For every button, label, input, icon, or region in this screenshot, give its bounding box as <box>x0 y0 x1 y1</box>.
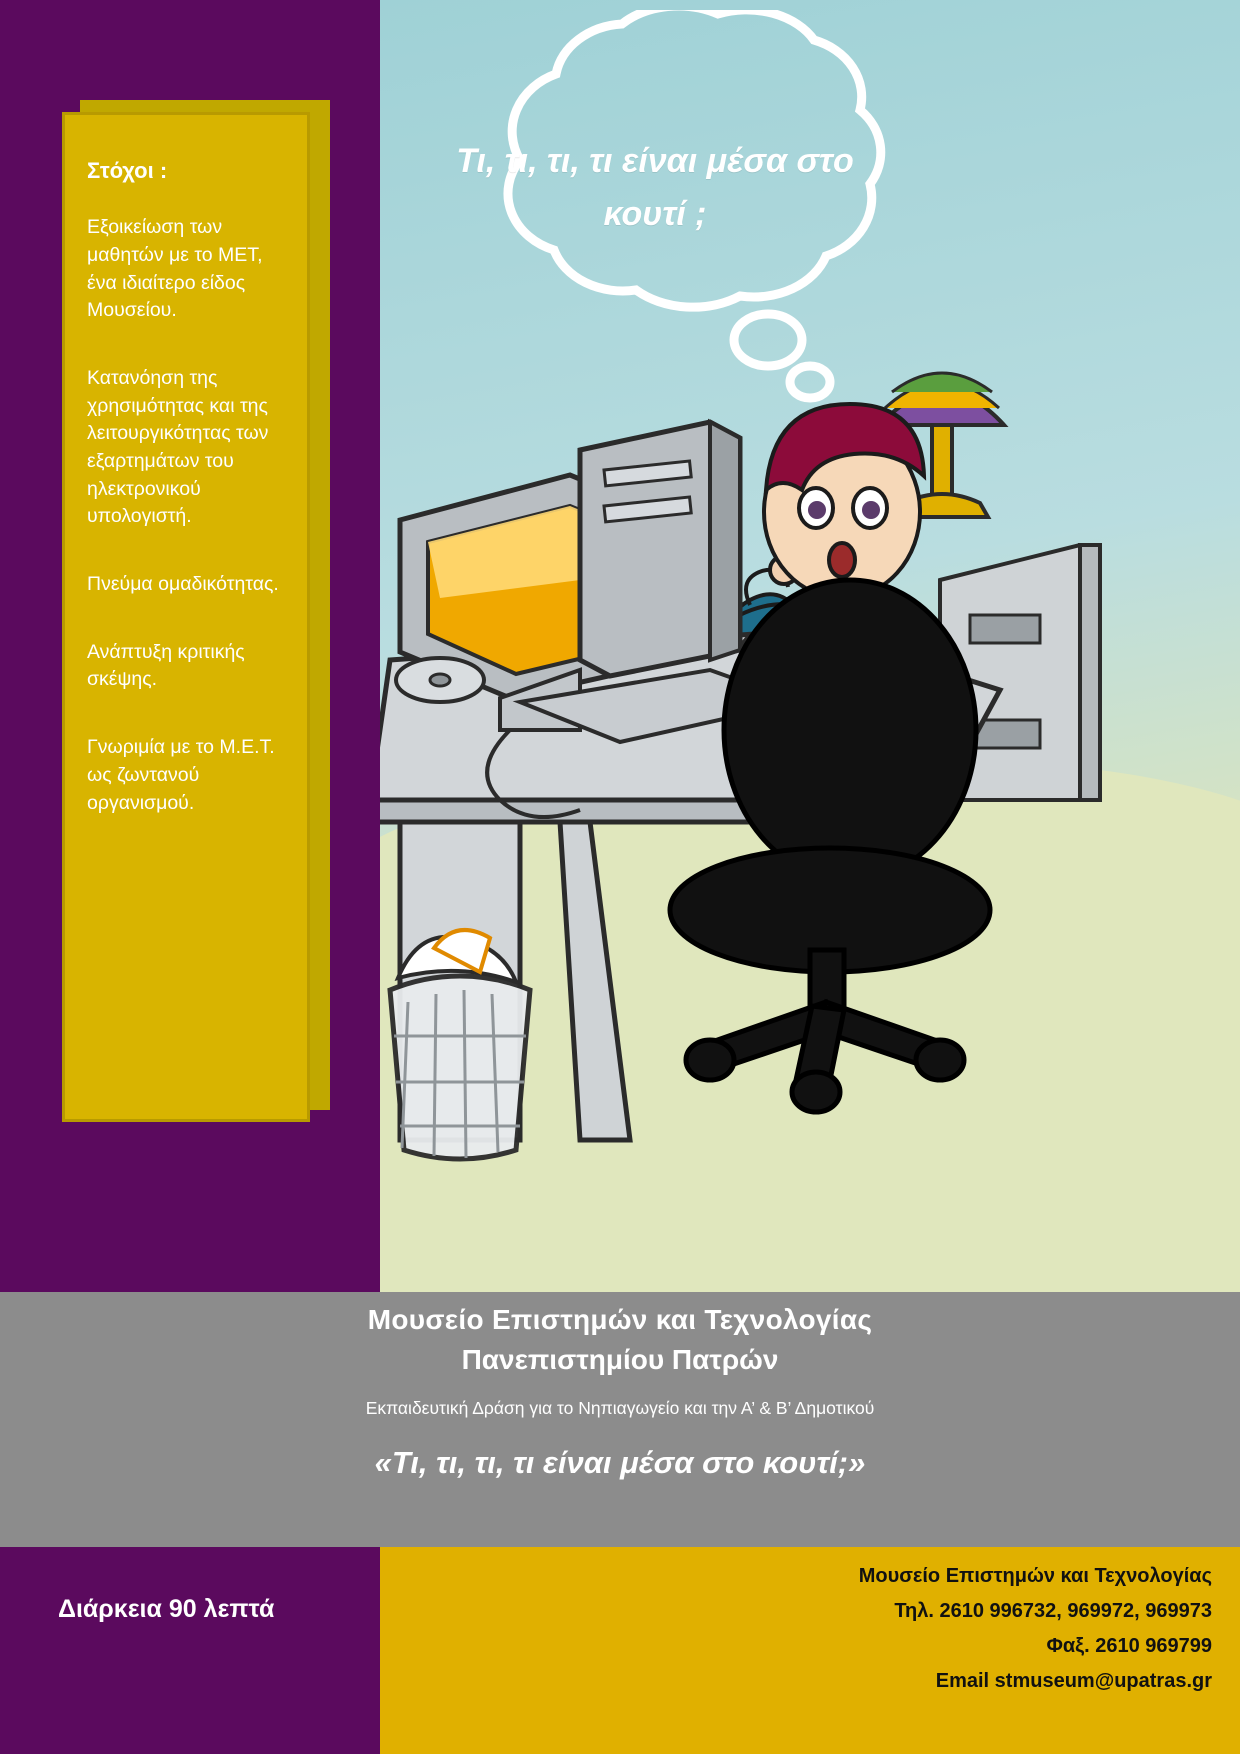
footer <box>0 1547 1240 1754</box>
goal-item: Ανάπτυξη κριτικής σκέψης. <box>87 640 245 691</box>
contact-line: Μουσείο Επιστημών και Τεχνολογίας <box>858 1565 1212 1587</box>
contact-line: Τηλ. 2610 996732, 969972, 969973 <box>894 1600 1212 1622</box>
contact-line: Φαξ. 2610 969799 <box>1046 1635 1212 1657</box>
title-band <box>0 1292 1240 1547</box>
contact-block <box>652 1559 1212 1699</box>
goal-item: Κατανόηση της χρησιμότητας και της λειτουργικότητας των εξαρτημάτων του ηλεκτρονικού υπολογιστή. <box>87 366 269 528</box>
goal-item: Πνεύμα ομαδικότητας. <box>87 573 279 596</box>
museum-name-line1: Μουσείο Επιστημών και Τεχνολογίας <box>367 1304 873 1335</box>
illustration-panel <box>380 0 1240 1292</box>
goals-panel <box>62 112 310 1122</box>
contact-line: Email stmuseum@upatras.gr <box>935 1670 1212 1692</box>
duration-label: Διάρκεια 90 λεπτά <box>58 1595 275 1623</box>
cd-disc <box>396 658 484 702</box>
program-title-quote: «Τι, τι, τι, τι είναι μέσα στο κουτί;» <box>374 1445 866 1480</box>
goals-title: Στόχοι : <box>87 158 168 183</box>
computer-tower <box>580 422 740 676</box>
goal-item: Γνωριμία με το Μ.Ε.Τ. ως ζωντανού οργανισμού. <box>87 736 275 814</box>
goal-item: Εξοικείωση των μαθητών με το ΜΕΤ, ένα ιδιαίτερο είδος Μουσείου. <box>87 216 263 322</box>
program-subtitle: Εκπαιδευτική Δράση για το Νηπιαγωγείο και την Α’ & Β’ Δημοτικού <box>365 1398 875 1418</box>
desk-scene <box>380 330 1240 1200</box>
museum-name-line2: Πανεπιστημίου Πατρών <box>461 1344 779 1375</box>
thought-bubble-text: Τι, τι, τι, τι είναι μέσα στο κουτί ; <box>456 142 854 233</box>
